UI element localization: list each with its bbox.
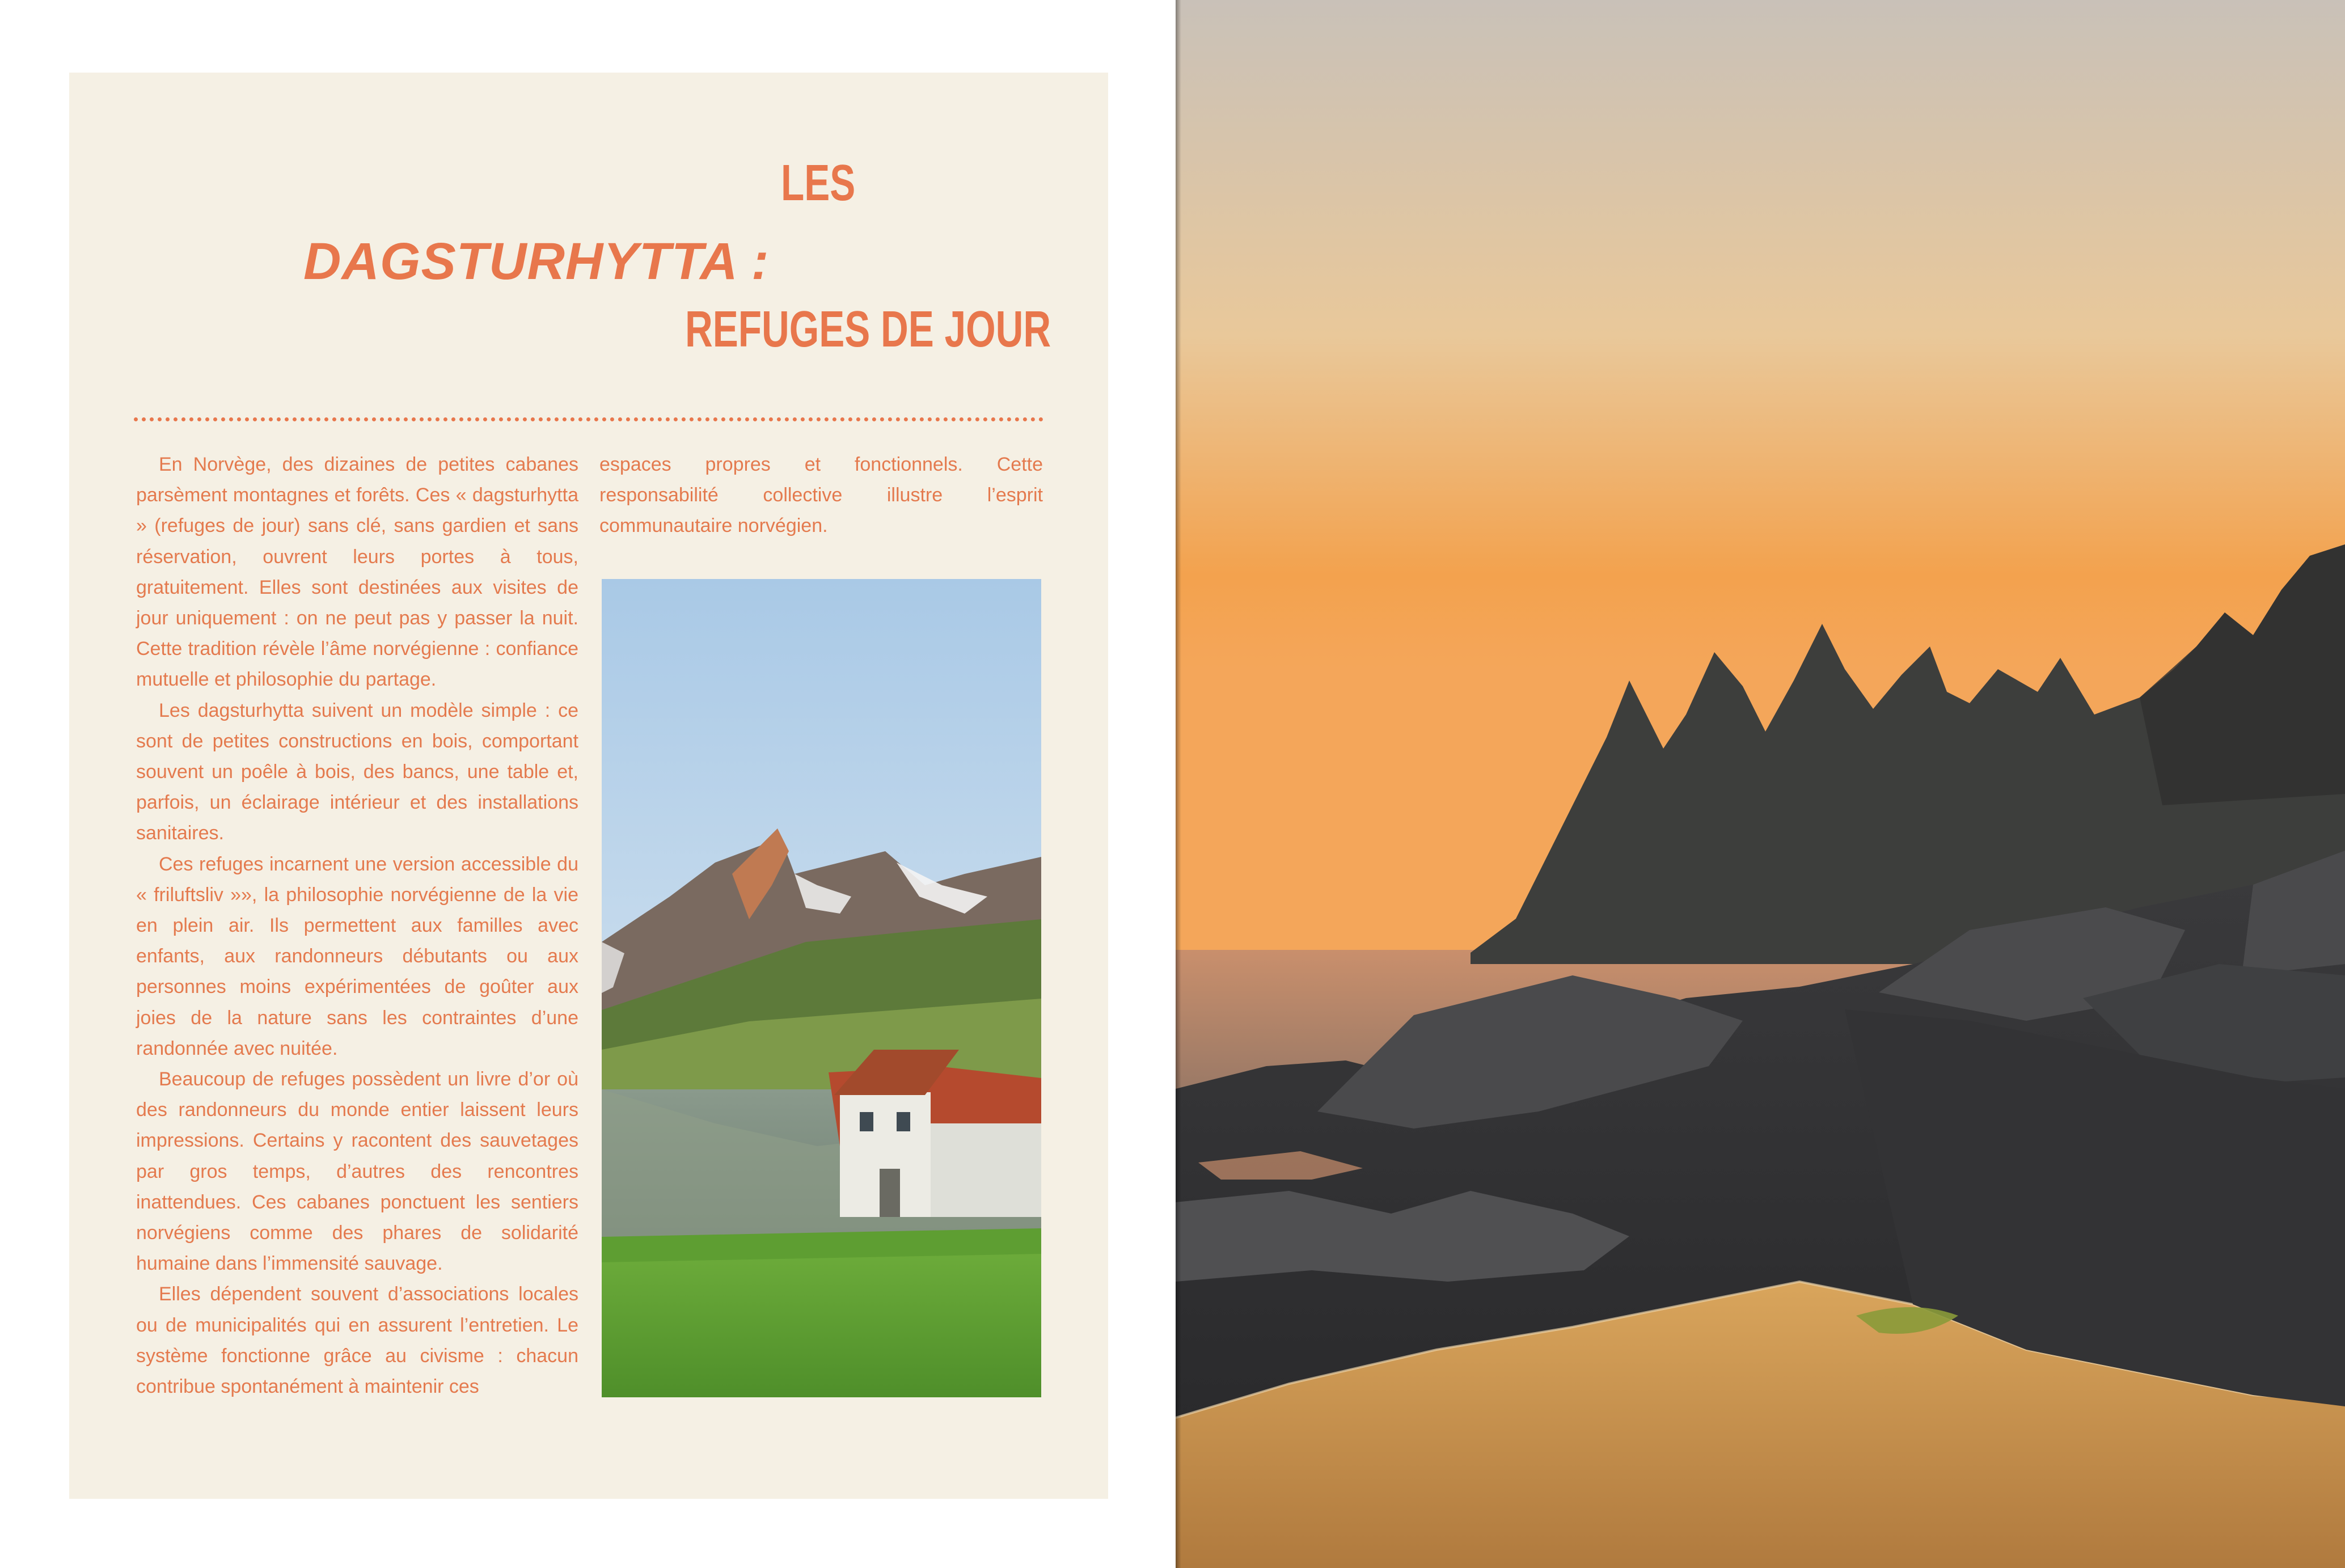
right-page-photo-sunset-coast: [1176, 0, 2345, 1568]
paragraph-2: Les dagsturhytta suivent un modèle simple : ce sont de petites constructions en bois, comportant souvent un poêle à bois, des bancs, une table et, parfois, un éclairage intérieur et des installations sanitaires.: [136, 699, 578, 844]
paragraph-4: Beaucoup de refuges possèdent un livre d’or où des randonneurs du monde entier laissent leurs impressions. Certains y racontent des sauvetages par gros temps, d’autres des rencontres inattendues. Ces cabanes ponctuent les sentiers norvégiens comme des phares de solidarité humaine dans l’immensité sauvage.: [136, 1068, 578, 1275]
paragraph-continuation: espaces propres et fonctionnels. Cette responsabilité collective illustre l’esprit communautaire norvégien.: [599, 454, 1043, 537]
title-line-refuges: REFUGES DE JOUR: [685, 301, 1051, 358]
paragraph-3: Ces refuges incarnent une version accessible du « friluftsliv »», la philosophie norvégienne de la vie en plein air. Ils permettent aux familles avec enfants, aux randonneurs débutants ou aux personnes moins expérimentées de goûter aux joies de la nature sans les contraintes d’une randonnée avec nuitée.: [136, 853, 578, 1059]
dotted-divider: [134, 417, 1043, 421]
text-column-left: [136, 449, 578, 1402]
title-line-dagsturhytta: DAGSTURHYTTA :: [303, 233, 770, 290]
inset-photo-white-cabin: [602, 579, 1041, 1397]
title-line-les: LES: [781, 155, 856, 212]
paragraph-5: Elles dépendent souvent d’associations locales ou de municipalités qui en assurent l’entretien. Le système fonctionne grâce au civisme : chacun contribue spontanément à maintenir ces: [136, 1283, 578, 1398]
book-spine-shadow: [1176, 0, 1181, 1568]
paragraph-1: En Norvège, des dizaines de petites cabanes parsèment montagnes et forêts. Ces « dagsturhytta » (refuges de jour) sans clé, sans gardien et sans réservation, ouvrent leurs portes à tous, gratuitement. Elles sont destinées aux visites de jour uniquement : on ne peut pas y passer la nuit. Cette tradition révèle l’âme norvégienne : confiance mutuelle et philosophie du partage.: [136, 454, 578, 691]
text-column-right: [599, 449, 1043, 542]
